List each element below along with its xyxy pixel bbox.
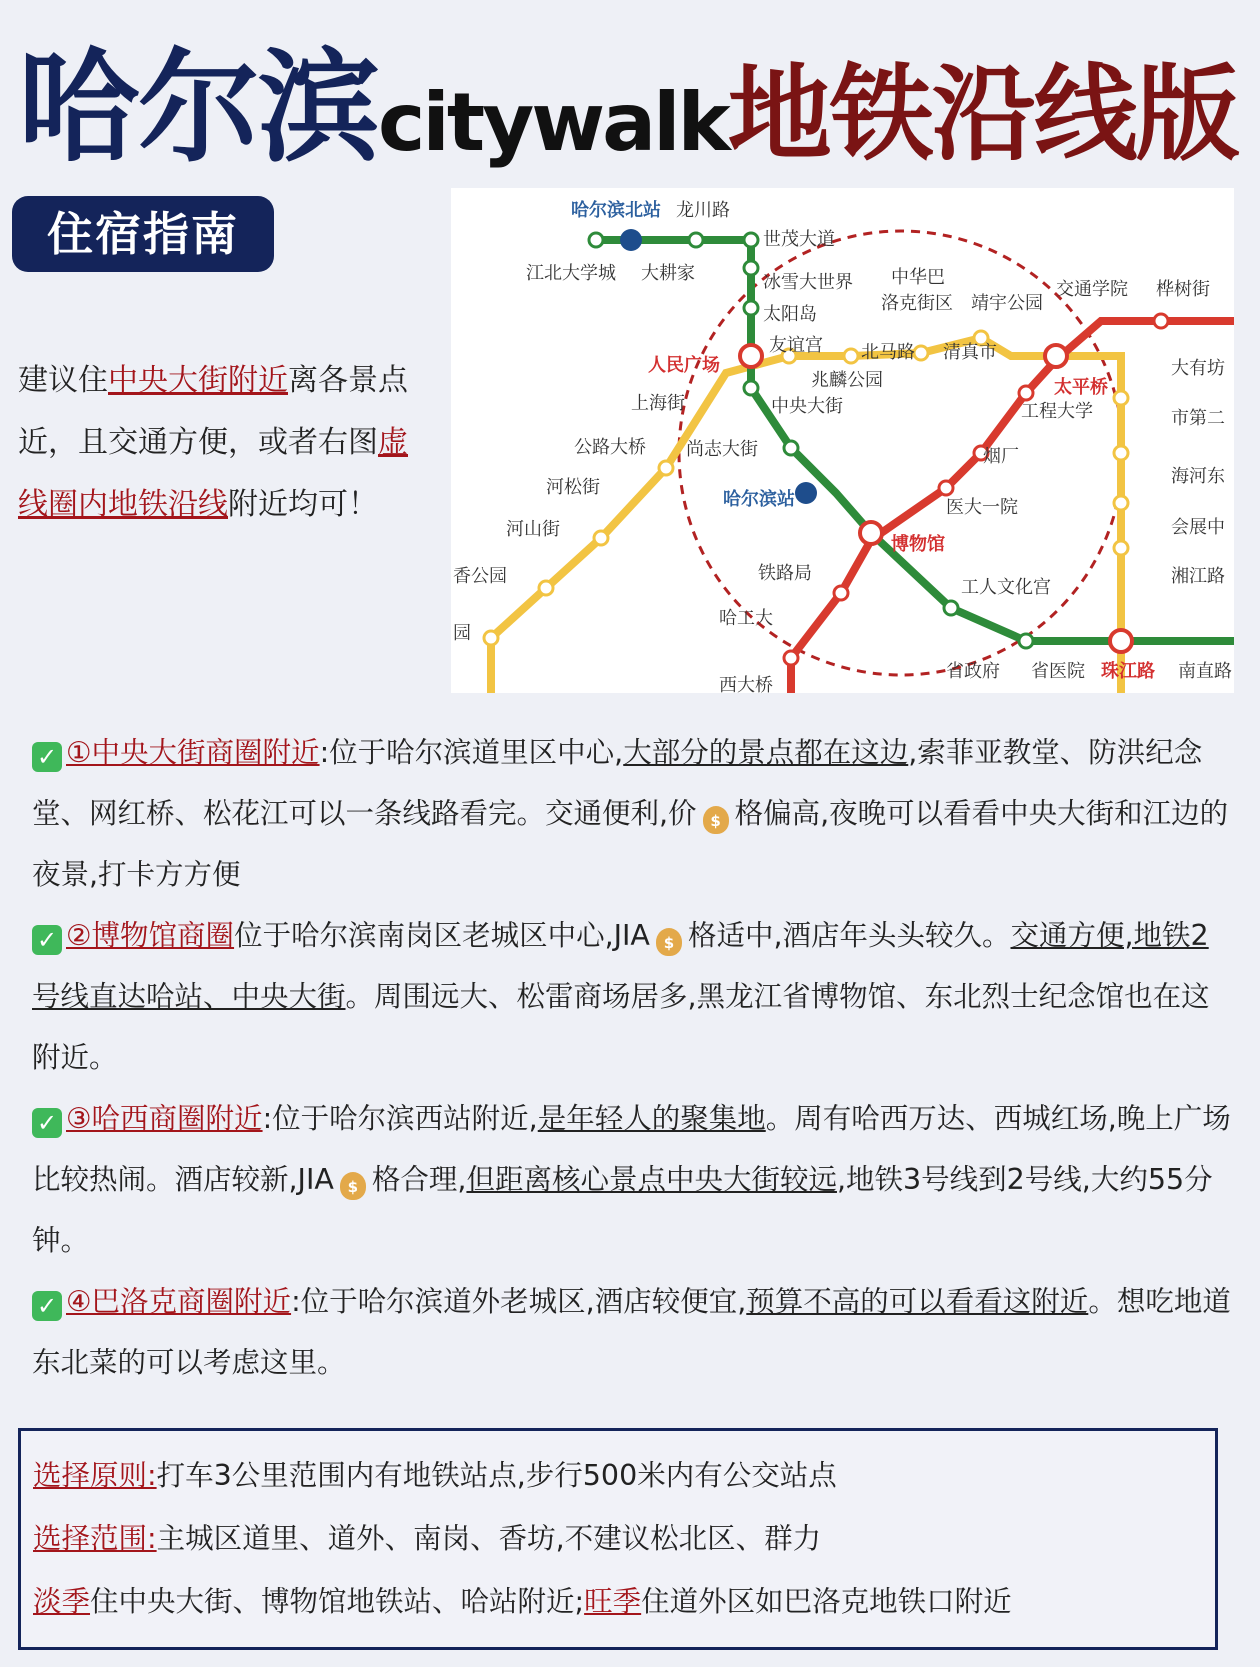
- station-taiyangdao: 太阳岛: [763, 304, 817, 325]
- station-tielu: 铁路局: [758, 563, 812, 584]
- station-longchuan: 龙川路: [676, 200, 730, 221]
- area-list: [32, 722, 1232, 1393]
- intro-mid: 离各景点近，且交通方便，或者右图: [18, 363, 408, 460]
- station-zhaolin: 兆麟公园: [811, 370, 883, 391]
- station-shengyiyuan: 省医院: [1031, 661, 1085, 682]
- station-jiaotong: 交通学院: [1056, 279, 1128, 300]
- item-title: ①中央大街商圈附近: [66, 736, 320, 769]
- station-shidier: 市第二: [1171, 408, 1225, 429]
- item-title: ②博物馆商圈: [66, 919, 235, 952]
- station-hesong: 河松街: [546, 477, 600, 498]
- station-jiangbei: 江北大学城: [526, 263, 616, 284]
- station-shimao: 世茂大道: [763, 229, 835, 250]
- station-bingxue: 冰雪大世界: [763, 272, 853, 293]
- station-nanzhi: 南直路: [1178, 661, 1232, 682]
- station-dagengjia: 大耕家: [641, 263, 695, 284]
- rail-station-icon: [795, 482, 817, 504]
- check-icon: ✓: [32, 925, 62, 955]
- station-bowuguan: 博物馆: [891, 534, 945, 555]
- station-haihe: 海河东: [1171, 466, 1225, 487]
- metro-map-svg: [451, 188, 1234, 693]
- station-yuan: 园: [453, 623, 471, 644]
- station-youyi: 友谊宫: [769, 335, 823, 356]
- tip-range: 选择范围:主城区道里、道外、南岗、香坊,不建议松北区、群力: [33, 1522, 822, 1555]
- station-huizhan: 会展中: [1171, 517, 1225, 538]
- item-title: ④巴洛克商圈附近: [66, 1285, 292, 1318]
- section-badge: 住宿指南: [12, 196, 274, 272]
- list-item-baluoke: ✓ ④巴洛克商圈附近:位于哈尔滨道外老城区,酒店较便宜,预算不高的可以看看这附近。想吃地道东北菜的可以考虑这里。: [32, 1285, 1231, 1379]
- list-item-zhongyang: ✓ ①中央大街商圈附近:位于哈尔滨道里区中心,大部分的景点都在这边,索菲亚教堂、防洪纪念堂、网红桥、松花江可以一条线路看完。交通便利,价 $ 格偏高,夜晚可以看看中央大街和江边的夜景,打卡方方便: [32, 736, 1229, 891]
- station-jingyu: 靖宇公园: [971, 293, 1043, 314]
- station-zhongyang: 中央大街: [771, 396, 843, 417]
- station-yanchang: 烟厂: [983, 446, 1019, 467]
- money-bag-icon: $: [656, 928, 682, 956]
- intro-post: 附近均可！: [228, 487, 378, 522]
- station-zhonghuaba: 中华巴: [891, 267, 945, 288]
- station-shengzhengfu: 省政府: [946, 661, 1000, 682]
- station-shangzhi: 尚志大街: [686, 439, 758, 460]
- station-harbin-north: 哈尔滨北站: [571, 200, 661, 221]
- station-shanghai: 上海街: [631, 393, 685, 414]
- station-luoke: 洛克街区: [881, 293, 953, 314]
- check-icon: ✓: [32, 1291, 62, 1321]
- title-harbin: 哈尔滨: [18, 37, 378, 179]
- station-xianggongyuan: 香公园: [453, 566, 507, 587]
- tip-principle: 选择原则:打车3公里范围内有地铁站点,步行500米内有公交站点: [33, 1459, 837, 1492]
- title-citywalk: citywalk: [378, 76, 728, 169]
- intro-pre: 建议住: [18, 363, 108, 398]
- list-item-bowuguan: ✓ ②博物馆商圈位于哈尔滨南岗区老城区中心,JIA $ 格适中,酒店年头头较久。交通方便,地铁2号线直达哈站、中央大街。周围远大、松雷商场居多,黑龙江省博物馆、东北烈士纪念馆也在这附近。: [32, 919, 1210, 1074]
- station-gonglu: 公路大桥: [574, 437, 646, 458]
- station-harbin: 哈尔滨站: [723, 489, 795, 510]
- station-heshan: 河山街: [506, 519, 560, 540]
- station-qingzhen: 清真市: [943, 342, 997, 363]
- rail-station-icon: [620, 229, 642, 251]
- station-zhujiang: 珠江路: [1101, 661, 1155, 682]
- metro-map: [451, 188, 1234, 693]
- title-metro-edition: 地铁沿线版: [727, 53, 1238, 175]
- intro-highlight-zhongyang: 中央大街附近: [108, 363, 288, 398]
- check-icon: ✓: [32, 1108, 62, 1138]
- station-dayoufang: 大有坊: [1171, 358, 1225, 379]
- page-title: [18, 10, 1248, 179]
- station-gongcheng: 工程大学: [1021, 401, 1093, 422]
- station-xidaqiao: 西大桥: [719, 675, 773, 693]
- item-title: ③哈西商圈附近: [66, 1102, 263, 1135]
- selection-tips-box: [18, 1428, 1218, 1650]
- station-beima: 北马路: [861, 342, 915, 363]
- station-yidayi: 医大一院: [946, 497, 1018, 518]
- money-bag-icon: $: [340, 1172, 366, 1200]
- check-icon: ✓: [32, 742, 62, 772]
- station-gongren: 工人文化宫: [961, 577, 1051, 598]
- station-huashu: 桦树街: [1156, 279, 1210, 300]
- station-taiping: 太平桥: [1054, 377, 1108, 398]
- intro-highlight-circle: 虚线圈内地铁沿线: [18, 425, 408, 522]
- intro-text: [18, 350, 408, 536]
- station-xiangjiang: 湘江路: [1171, 566, 1225, 587]
- station-renmin: 人民广场: [648, 355, 720, 376]
- money-bag-icon: $: [703, 806, 729, 834]
- station-hagong: 哈工大: [719, 608, 773, 629]
- tip-season: 淡季住中央大街、博物馆地铁站、哈站附近;旺季住道外区如巴洛克地铁口附近: [33, 1585, 1012, 1618]
- list-item-haxi: ✓ ③哈西商圈附近:位于哈尔滨西站附近,是年轻人的聚集地。周有哈西万达、西城红场,晚上广场比较热闹。酒店较新,JIA $ 格合理,但距离核心景点中央大街较远,地铁3号线到2号线,大约55分钟。: [32, 1102, 1231, 1257]
